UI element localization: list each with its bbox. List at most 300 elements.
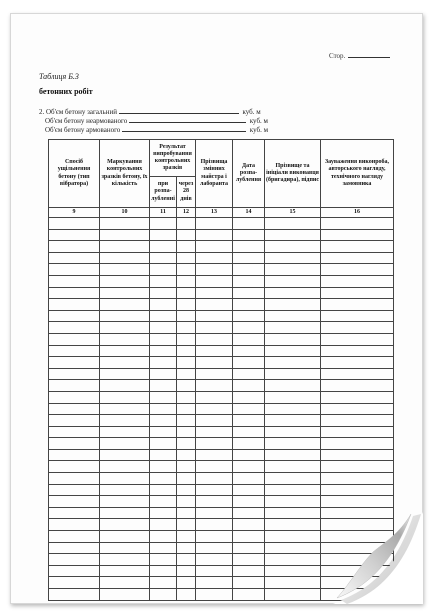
table-cell[interactable]: [233, 542, 265, 554]
table-cell[interactable]: [177, 391, 196, 403]
table-cell[interactable]: [321, 473, 394, 485]
table-cell[interactable]: [150, 322, 177, 334]
table-cell[interactable]: [150, 391, 177, 403]
column-number-15: 15: [265, 208, 321, 218]
table-cell[interactable]: [150, 484, 177, 496]
table-cell[interactable]: [49, 264, 100, 276]
table-cell[interactable]: [265, 449, 321, 461]
table-cell[interactable]: [196, 542, 233, 554]
table-cell[interactable]: [233, 484, 265, 496]
table-cell[interactable]: [49, 380, 100, 392]
table-cell[interactable]: [177, 345, 196, 357]
header-foreman-lab: Прізвища змінних майстра і лаборанта: [196, 140, 233, 208]
table-cell[interactable]: [265, 357, 321, 369]
table-cell[interactable]: [100, 542, 150, 554]
table-cell[interactable]: [49, 426, 100, 438]
table-cell[interactable]: [150, 403, 177, 415]
table-cell[interactable]: [321, 229, 394, 241]
table-cell[interactable]: [49, 299, 100, 311]
table-cell[interactable]: [321, 461, 394, 473]
table-cell[interactable]: [150, 461, 177, 473]
table-cell[interactable]: [150, 218, 177, 230]
volume-total-row: [39, 107, 261, 116]
table-cell[interactable]: [321, 252, 394, 264]
header-executor-signature: Прізвище та ініціали виконавця (бригадира), підпис: [265, 140, 321, 208]
volume-total-unit: куб. м: [242, 108, 261, 116]
table-cell[interactable]: [233, 391, 265, 403]
table-cell[interactable]: [100, 565, 150, 577]
volume-reinforced-label: Об'єм бетону армованого: [45, 126, 121, 134]
table-cell[interactable]: [150, 264, 177, 276]
table-cell[interactable]: [100, 229, 150, 241]
table-cell[interactable]: [177, 496, 196, 508]
volume-total-blank: [119, 107, 239, 114]
table-cell[interactable]: [100, 368, 150, 380]
table-cell[interactable]: [150, 519, 177, 531]
table-cell[interactable]: [177, 519, 196, 531]
table-cell[interactable]: [233, 345, 265, 357]
table-cell[interactable]: [196, 241, 233, 253]
table-cell[interactable]: [49, 449, 100, 461]
table-cell[interactable]: [233, 449, 265, 461]
table-cell[interactable]: [265, 310, 321, 322]
table-cell[interactable]: [265, 577, 321, 589]
table-cell[interactable]: [265, 252, 321, 264]
table-cell[interactable]: [100, 275, 150, 287]
table-cell[interactable]: [233, 380, 265, 392]
table-cell[interactable]: [321, 426, 394, 438]
table-cell[interactable]: [49, 345, 100, 357]
table-cell[interactable]: [100, 484, 150, 496]
table-cell[interactable]: [265, 507, 321, 519]
table-cell[interactable]: [49, 473, 100, 485]
table-cell[interactable]: [150, 473, 177, 485]
table-cell[interactable]: [321, 333, 394, 345]
table-cell[interactable]: [233, 218, 265, 230]
table-cell[interactable]: [49, 554, 100, 566]
table-cell[interactable]: [265, 275, 321, 287]
table-cell[interactable]: [49, 542, 100, 554]
table-cell[interactable]: [150, 310, 177, 322]
table-cell[interactable]: [150, 241, 177, 253]
table-cell[interactable]: [177, 531, 196, 543]
table-cell[interactable]: [49, 589, 100, 601]
column-number-9: 9: [49, 208, 100, 218]
table-cell[interactable]: [233, 531, 265, 543]
table-cell[interactable]: [150, 252, 177, 264]
table-cell[interactable]: [233, 438, 265, 450]
table-cell[interactable]: [150, 554, 177, 566]
table-cell[interactable]: [321, 310, 394, 322]
table-cell[interactable]: [265, 519, 321, 531]
table-cell[interactable]: [233, 275, 265, 287]
table-cell[interactable]: [265, 380, 321, 392]
table-row: [49, 229, 394, 241]
table-cell[interactable]: [321, 357, 394, 369]
table-cell[interactable]: [233, 264, 265, 276]
column-number-13: 13: [196, 208, 233, 218]
table-cell[interactable]: [321, 403, 394, 415]
table-title: Таблиця Б.3: [39, 72, 79, 81]
table-cell[interactable]: [196, 380, 233, 392]
table-cell[interactable]: [150, 531, 177, 543]
table-cell[interactable]: [196, 473, 233, 485]
table-cell[interactable]: [100, 322, 150, 334]
table-cell[interactable]: [100, 345, 150, 357]
table-cell[interactable]: [49, 438, 100, 450]
table-cell[interactable]: [150, 357, 177, 369]
table-row: [49, 310, 394, 322]
table-cell[interactable]: [265, 415, 321, 427]
table-cell[interactable]: [49, 507, 100, 519]
table-row: [49, 264, 394, 276]
table-cell[interactable]: [150, 496, 177, 508]
table-cell[interactable]: [233, 577, 265, 589]
section-title: бетонних робіт: [39, 87, 93, 96]
table-cell[interactable]: [150, 438, 177, 450]
header-remarks: Зауваження виконроба, авторського нагляду, технічного нагляду замовника: [321, 140, 394, 208]
table-cell[interactable]: [233, 403, 265, 415]
table-cell[interactable]: [100, 554, 150, 566]
header-test-results: Результат випробування контрольних зразків: [150, 140, 196, 177]
table-cell[interactable]: [177, 218, 196, 230]
table-cell[interactable]: [177, 438, 196, 450]
table-cell[interactable]: [265, 542, 321, 554]
table-cell[interactable]: [150, 299, 177, 311]
page-number-label: Стор.: [329, 52, 346, 60]
table-cell[interactable]: [196, 507, 233, 519]
table-cell[interactable]: [49, 531, 100, 543]
table-cell[interactable]: [233, 252, 265, 264]
table-cell[interactable]: [196, 577, 233, 589]
table-cell[interactable]: [49, 565, 100, 577]
table-cell[interactable]: [265, 473, 321, 485]
table-cell[interactable]: [177, 565, 196, 577]
table-cell[interactable]: [196, 275, 233, 287]
table-row: [49, 287, 394, 299]
table-cell[interactable]: [49, 241, 100, 253]
table-cell[interactable]: [150, 542, 177, 554]
table-cell[interactable]: [233, 287, 265, 299]
table-cell[interactable]: [100, 461, 150, 473]
table-cell[interactable]: [265, 345, 321, 357]
table-cell[interactable]: [265, 333, 321, 345]
volume-plain-label: Об'єм бетону неармованого: [45, 117, 128, 125]
table-cell[interactable]: [265, 299, 321, 311]
table-cell[interactable]: [150, 426, 177, 438]
table-cell[interactable]: [196, 565, 233, 577]
table-cell[interactable]: [100, 403, 150, 415]
table-cell[interactable]: [49, 218, 100, 230]
table-cell[interactable]: [49, 252, 100, 264]
table-cell[interactable]: [150, 415, 177, 427]
table-cell[interactable]: [196, 531, 233, 543]
table-cell[interactable]: [49, 310, 100, 322]
table-cell[interactable]: [196, 461, 233, 473]
table-cell[interactable]: [196, 287, 233, 299]
table-cell[interactable]: [233, 229, 265, 241]
table-cell[interactable]: [49, 519, 100, 531]
table-cell[interactable]: [321, 391, 394, 403]
table-row: [49, 333, 394, 345]
table-cell[interactable]: [265, 496, 321, 508]
table-cell[interactable]: [150, 589, 177, 601]
table-cell[interactable]: [177, 415, 196, 427]
table-cell[interactable]: [177, 542, 196, 554]
table-row: [49, 426, 394, 438]
table-cell[interactable]: [100, 391, 150, 403]
table-cell[interactable]: [177, 380, 196, 392]
table-cell[interactable]: [177, 554, 196, 566]
table-cell[interactable]: [265, 287, 321, 299]
table-cell[interactable]: [321, 218, 394, 230]
table-row: [49, 473, 394, 485]
table-row: [49, 415, 394, 427]
table-cell[interactable]: [49, 496, 100, 508]
table-cell[interactable]: [100, 287, 150, 299]
column-number-11: 11: [150, 208, 177, 218]
table-cell[interactable]: [265, 554, 321, 566]
table-cell[interactable]: [233, 473, 265, 485]
volume-plain-blank: [129, 116, 246, 123]
table-cell[interactable]: [177, 484, 196, 496]
table-cell[interactable]: [321, 275, 394, 287]
table-cell[interactable]: [100, 438, 150, 450]
table-cell[interactable]: [49, 229, 100, 241]
table-row: [49, 299, 394, 311]
table-cell[interactable]: [265, 368, 321, 380]
table-cell[interactable]: [265, 391, 321, 403]
table-cell[interactable]: [150, 287, 177, 299]
header-after-28-days: через 28 днів: [177, 177, 196, 208]
table-cell[interactable]: [49, 368, 100, 380]
table-cell[interactable]: [265, 565, 321, 577]
table-cell[interactable]: [233, 241, 265, 253]
table-cell[interactable]: [265, 589, 321, 601]
table-cell[interactable]: [196, 484, 233, 496]
table-row: [49, 368, 394, 380]
table-cell[interactable]: [177, 357, 196, 369]
table-cell[interactable]: [321, 496, 394, 508]
table-cell[interactable]: [150, 507, 177, 519]
table-cell[interactable]: [100, 310, 150, 322]
table-cell[interactable]: [196, 519, 233, 531]
table-cell[interactable]: [150, 577, 177, 589]
table-cell[interactable]: [233, 368, 265, 380]
table-cell[interactable]: [150, 565, 177, 577]
table-cell[interactable]: [196, 264, 233, 276]
page-number-blank: [348, 50, 390, 58]
table-row: [49, 449, 394, 461]
table-cell[interactable]: [177, 403, 196, 415]
table-cell[interactable]: [100, 519, 150, 531]
table-cell[interactable]: [265, 461, 321, 473]
table-cell[interactable]: [196, 333, 233, 345]
table-cell[interactable]: [321, 322, 394, 334]
table-cell[interactable]: [49, 357, 100, 369]
table-row: [49, 380, 394, 392]
table-cell[interactable]: [100, 496, 150, 508]
table-cell[interactable]: [196, 357, 233, 369]
table-cell[interactable]: [196, 322, 233, 334]
table-cell[interactable]: [233, 415, 265, 427]
table-cell[interactable]: [177, 287, 196, 299]
table-cell[interactable]: [233, 426, 265, 438]
table-cell[interactable]: [100, 241, 150, 253]
table-cell[interactable]: [265, 403, 321, 415]
table-cell[interactable]: [177, 275, 196, 287]
table-cell[interactable]: [265, 322, 321, 334]
table-cell[interactable]: [196, 449, 233, 461]
volume-total-label: 2. Об'єм бетону загальний: [39, 108, 117, 116]
table-cell[interactable]: [177, 310, 196, 322]
table-cell[interactable]: [321, 299, 394, 311]
table-cell[interactable]: [321, 380, 394, 392]
table-cell[interactable]: [100, 333, 150, 345]
table-row: [49, 241, 394, 253]
table-cell[interactable]: [177, 507, 196, 519]
table-cell[interactable]: [177, 426, 196, 438]
table-cell[interactable]: [196, 252, 233, 264]
table-cell[interactable]: [49, 391, 100, 403]
table-cell[interactable]: [100, 577, 150, 589]
volume-plain-row: [45, 116, 268, 125]
table-cell[interactable]: [177, 449, 196, 461]
table-cell[interactable]: [150, 275, 177, 287]
table-row: [49, 484, 394, 496]
table-cell[interactable]: [321, 484, 394, 496]
table-cell[interactable]: [100, 264, 150, 276]
table-cell[interactable]: [150, 380, 177, 392]
table-cell[interactable]: [265, 264, 321, 276]
volume-reinforced-blank: [122, 125, 246, 132]
table-cell[interactable]: [233, 589, 265, 601]
table-cell[interactable]: [177, 252, 196, 264]
table-cell[interactable]: [49, 333, 100, 345]
table-cell[interactable]: [150, 345, 177, 357]
table-cell[interactable]: [100, 507, 150, 519]
table-cell[interactable]: [196, 310, 233, 322]
table-cell[interactable]: [100, 299, 150, 311]
table-cell[interactable]: [196, 391, 233, 403]
table-cell[interactable]: [265, 484, 321, 496]
table-cell[interactable]: [150, 368, 177, 380]
table-cell[interactable]: [196, 345, 233, 357]
table-cell[interactable]: [177, 264, 196, 276]
table-cell[interactable]: [100, 589, 150, 601]
table-cell[interactable]: [265, 241, 321, 253]
table-row: [49, 345, 394, 357]
table-cell[interactable]: [196, 415, 233, 427]
table-cell[interactable]: [196, 554, 233, 566]
table-cell[interactable]: [49, 577, 100, 589]
table-cell[interactable]: [100, 415, 150, 427]
table-cell[interactable]: [233, 519, 265, 531]
table-cell[interactable]: [100, 252, 150, 264]
table-cell[interactable]: [100, 380, 150, 392]
table-cell[interactable]: [49, 484, 100, 496]
table-cell[interactable]: [233, 507, 265, 519]
table-cell[interactable]: [196, 438, 233, 450]
table-cell[interactable]: [177, 577, 196, 589]
table-cell[interactable]: [233, 565, 265, 577]
table-cell[interactable]: [177, 333, 196, 345]
table-cell[interactable]: [265, 531, 321, 543]
table-cell[interactable]: [177, 368, 196, 380]
table-row: [49, 461, 394, 473]
table-cell[interactable]: [265, 229, 321, 241]
table-cell[interactable]: [265, 426, 321, 438]
table-cell[interactable]: [150, 229, 177, 241]
table-cell[interactable]: [321, 368, 394, 380]
table-cell[interactable]: [196, 368, 233, 380]
header-compaction-method: Спосіб ущільнення бетону (тип вібратора): [49, 140, 100, 208]
table-cell[interactable]: [196, 299, 233, 311]
table-cell[interactable]: [177, 241, 196, 253]
table-cell[interactable]: [233, 299, 265, 311]
table-cell[interactable]: [177, 589, 196, 601]
header-at-stripping: при розпа-лубленні: [150, 177, 177, 208]
table-cell[interactable]: [233, 310, 265, 322]
table-cell[interactable]: [233, 322, 265, 334]
table-cell[interactable]: [100, 473, 150, 485]
table-cell[interactable]: [321, 241, 394, 253]
table-cell[interactable]: [196, 496, 233, 508]
table-row: [49, 391, 394, 403]
table-cell[interactable]: [100, 531, 150, 543]
table-cell[interactable]: [233, 461, 265, 473]
table-cell[interactable]: [177, 229, 196, 241]
table-cell[interactable]: [49, 275, 100, 287]
table-cell[interactable]: [100, 426, 150, 438]
table-cell[interactable]: [177, 473, 196, 485]
table-cell[interactable]: [49, 322, 100, 334]
table-cell[interactable]: [233, 357, 265, 369]
table-cell[interactable]: [321, 264, 394, 276]
table-cell[interactable]: [100, 357, 150, 369]
table-cell[interactable]: [177, 461, 196, 473]
table-cell[interactable]: [321, 415, 394, 427]
table-cell[interactable]: [321, 449, 394, 461]
table-cell[interactable]: [321, 345, 394, 357]
table-cell[interactable]: [196, 218, 233, 230]
table-cell[interactable]: [49, 415, 100, 427]
table-cell[interactable]: [100, 218, 150, 230]
table-cell[interactable]: [196, 426, 233, 438]
table-cell[interactable]: [233, 496, 265, 508]
table-cell[interactable]: [150, 449, 177, 461]
table-cell[interactable]: [196, 229, 233, 241]
table-cell[interactable]: [49, 461, 100, 473]
table-cell[interactable]: [265, 438, 321, 450]
table-cell[interactable]: [233, 554, 265, 566]
table-cell[interactable]: [321, 287, 394, 299]
table-cell[interactable]: [177, 322, 196, 334]
column-number-10: 10: [100, 208, 150, 218]
table-cell[interactable]: [196, 589, 233, 601]
table-cell[interactable]: [196, 403, 233, 415]
table-cell[interactable]: [49, 287, 100, 299]
table-cell[interactable]: [233, 333, 265, 345]
table-cell[interactable]: [100, 449, 150, 461]
table-row: [49, 357, 394, 369]
table-cell[interactable]: [150, 333, 177, 345]
table-cell[interactable]: [177, 299, 196, 311]
table-cell[interactable]: [265, 218, 321, 230]
table-cell[interactable]: [49, 403, 100, 415]
table-row: [49, 275, 394, 287]
table-cell[interactable]: [321, 438, 394, 450]
